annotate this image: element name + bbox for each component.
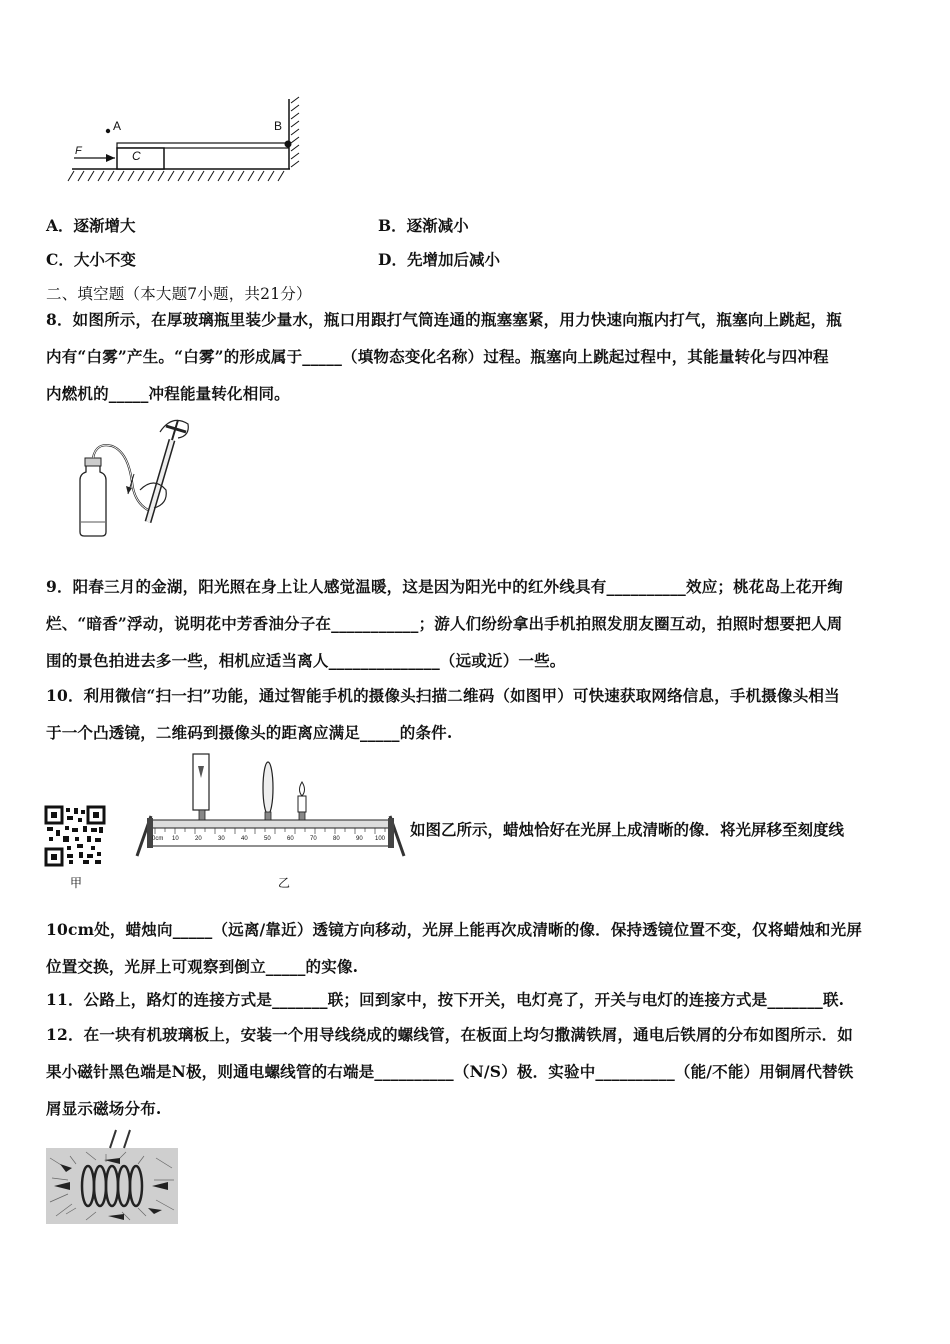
ruler-tick-10: 10 xyxy=(172,836,179,842)
option-c xyxy=(46,248,136,270)
option-c-text: 大小不变 xyxy=(73,250,136,269)
qr-code-svg xyxy=(45,806,105,866)
option-a-letter: A． xyxy=(46,216,74,235)
ruler-tick-30: 30 xyxy=(218,836,225,842)
option-c-letter: C． xyxy=(46,250,74,269)
option-b-text: 逐渐减小 xyxy=(406,216,469,235)
section-title: 二、填空题（本大题7小题，共21分） xyxy=(46,285,312,303)
q10-line-1: 10．利用微信“扫一扫”功能，通过智能手机的摄像头扫描二维码（如图甲）可快速获取网络信息，手机摄像头相当 xyxy=(46,686,840,705)
point-b-label: B xyxy=(274,119,283,133)
ruler-tick-80: 80 xyxy=(333,836,340,842)
force-diagram-svg xyxy=(60,95,300,190)
solenoid-figure xyxy=(46,1128,178,1224)
q11-line-1: 11．公路上，路灯的连接方式是_______联；回到家中，按下开关，电灯亮了，开关与电灯的连接方式是_______联. xyxy=(46,990,845,1009)
q10-line-3: 10cm处，蜡烛向_____（远离/靠近）透镜方向移动，光屏上能再次成清晰的像．保持透镜位置不变，仅将蜡烛和光屏 xyxy=(46,920,863,939)
q9-line-2: 烂、“暗香”浮动，说明花中芳香油分子在___________；游人们纷纷拿出手机拍照发朋友圈互动，拍照时想要把人周 xyxy=(46,614,843,633)
bottle-pump-figure xyxy=(62,412,202,542)
q12-line-2: 果小磁针黑色端是N极，则通电螺线管的右端是__________（N/S）极．实验中__________（能/不能）用铜屑代替铁 xyxy=(46,1062,854,1081)
q12-line-3: 屑显示磁场分布. xyxy=(46,1099,162,1118)
option-a-text: 逐渐增大 xyxy=(73,216,136,235)
option-d-letter: D． xyxy=(378,250,407,269)
q9-line-1: 9．阳春三月的金湖，阳光照在身上让人感觉温暖，这是因为阳光中的红外线具有__________效应；桃花岛上花开绚 xyxy=(46,577,843,596)
option-d-text: 先增加后减小 xyxy=(406,250,500,269)
force-f-label: F xyxy=(75,145,82,157)
ruler-tick-20: 20 xyxy=(195,836,202,842)
bottle-pump-svg xyxy=(62,412,202,542)
option-b-letter: B． xyxy=(378,216,407,235)
ruler-tick-90: 90 xyxy=(356,836,363,842)
q12-line-1: 12．在一块有机玻璃板上，安装一个用导线绕成的螺线管，在板面上均匀撒满铁屑，通电后铁屑的分布如图所示．如 xyxy=(46,1025,853,1044)
ruler-unit-label: 0cm xyxy=(152,836,164,842)
fig-yi-label: 乙 xyxy=(278,876,291,890)
q9-line-3: 围的景色拍进去多一些，相机应适当离人______________（远或近）一些。 xyxy=(46,651,566,670)
block-c-label: C xyxy=(132,149,141,163)
ruler-tick-70: 70 xyxy=(310,836,317,842)
q8-line-1: 8．如图所示，在厚玻璃瓶里装少量水，瓶口用跟打气筒连通的瓶塞塞紧，用力快速向瓶内打气，瓶塞向上跳起，瓶 xyxy=(46,310,842,329)
solenoid-svg xyxy=(46,1128,178,1224)
option-d xyxy=(378,248,500,270)
ruler-tick-50: 50 xyxy=(264,836,271,842)
option-a xyxy=(46,214,136,236)
ruler-tick-40: 40 xyxy=(241,836,248,842)
q10-line-2: 于一个凸透镜，二维码到摄像头的距离应满足_____的条件. xyxy=(46,723,453,742)
optical-bench-figure xyxy=(135,752,405,862)
option-b xyxy=(378,214,469,236)
point-a-label: A xyxy=(113,119,122,133)
q8-line-3: 内燃机的_____冲程能量转化相同。 xyxy=(46,384,290,403)
q10-line-4: 位置交换，光屏上可观察到倒立_____的实像. xyxy=(46,957,359,976)
optical-bench-svg xyxy=(135,752,405,862)
qr-code-figure xyxy=(45,806,105,866)
q10-side-text: 如图乙所示，蜡烛恰好在光屏上成清晰的像．将光屏移至刻度线 xyxy=(410,820,845,839)
q8-line-2: 内有“白雾”产生。“白雾”的形成属于_____（填物态变化名称）过程。瓶塞向上跳起过程中，其能量转化与四冲程 xyxy=(46,347,829,366)
ruler-tick-100: 100 xyxy=(375,836,386,842)
fig-jia-label: 甲 xyxy=(70,876,83,890)
ruler-tick-60: 60 xyxy=(287,836,294,842)
force-diagram xyxy=(60,95,300,190)
